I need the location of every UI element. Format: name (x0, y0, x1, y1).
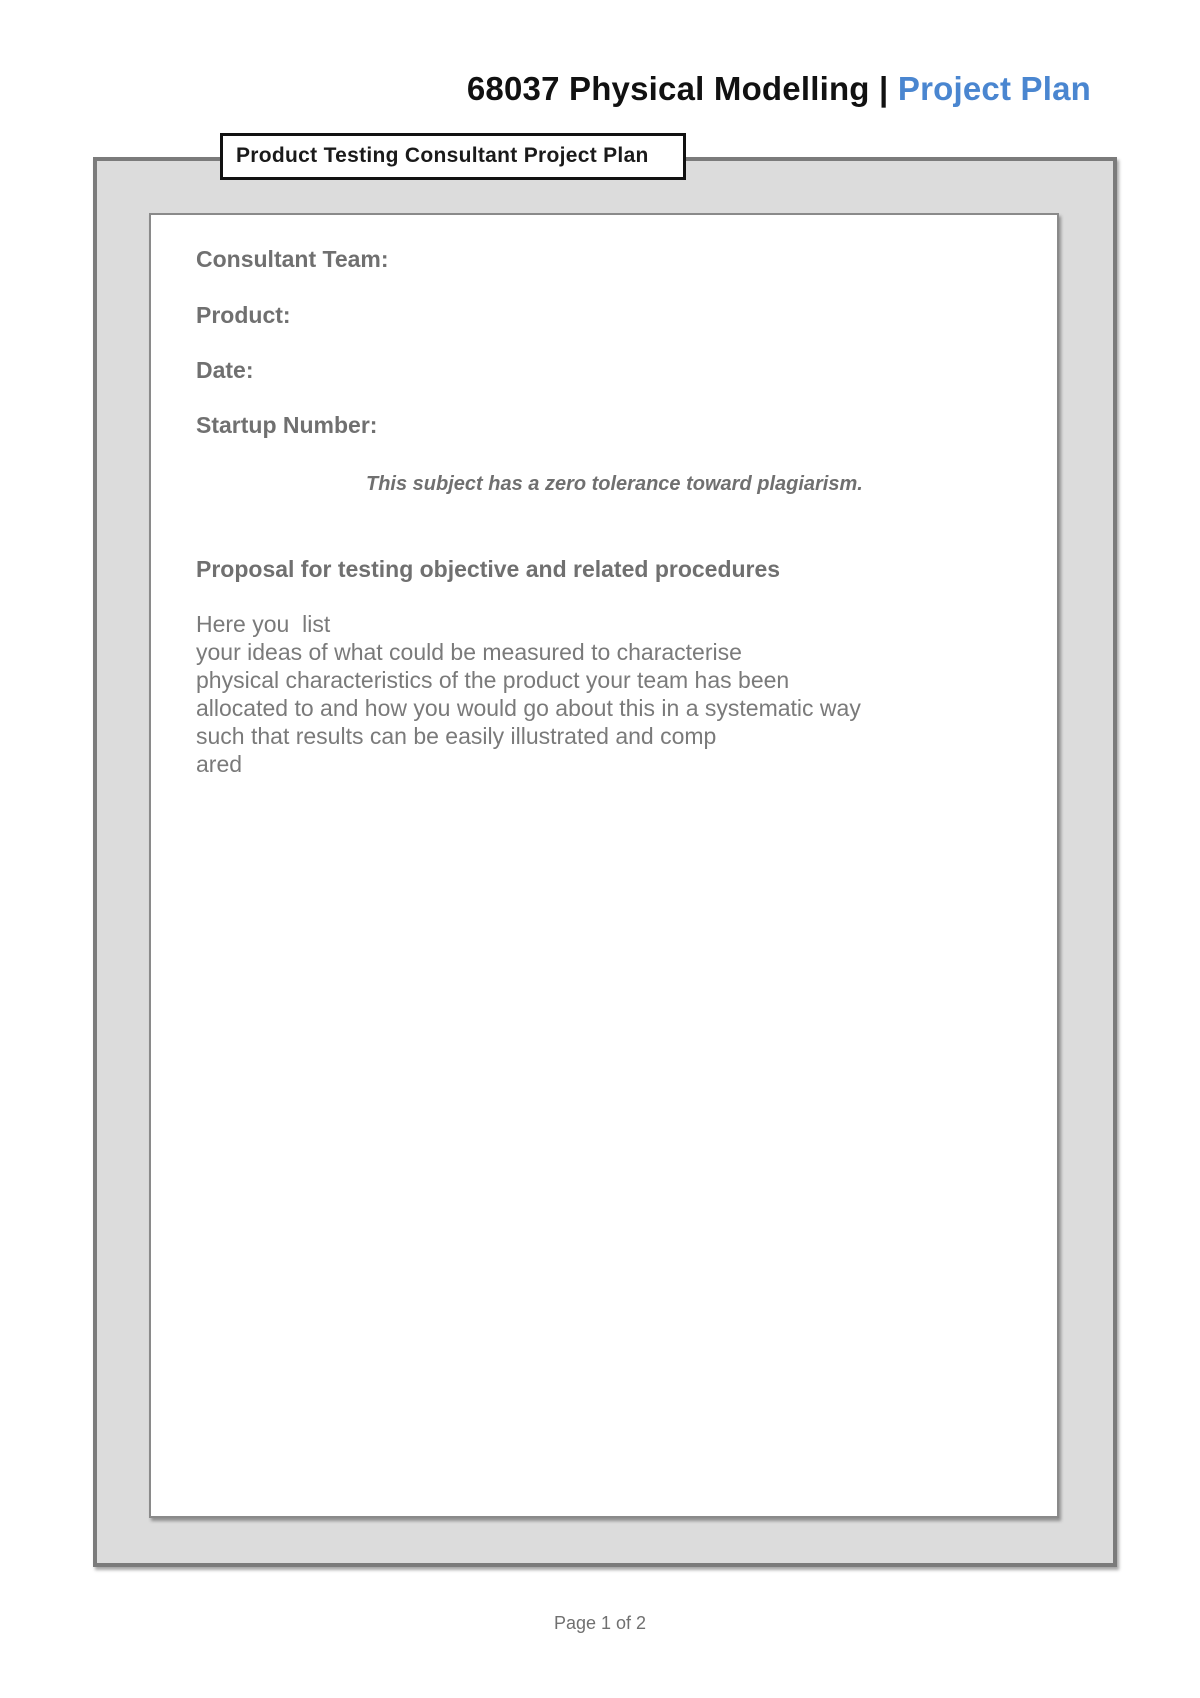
proposal-line: ared (196, 751, 243, 777)
course-title: 68037 Physical Modelling (466, 70, 870, 107)
product-label: Product: (196, 302, 291, 328)
document-header (467, 70, 1091, 108)
consultant-team-label: Consultant Team: (196, 246, 389, 272)
proposal-line: such that results can be easily illustrated and comp (196, 723, 717, 749)
date-label: Date: (196, 357, 254, 383)
plagiarism-notice: This subject has a zero tolerance toward plagiarism. (366, 473, 863, 495)
proposal-body (196, 610, 861, 778)
section-title: Project Plan (897, 70, 1091, 107)
proposal-line: Here you list (196, 611, 331, 637)
proposal-line: physical characteristics of the product your team has been (196, 667, 790, 693)
proposal-heading: Proposal for testing objective and related procedures (196, 556, 781, 582)
startup-number-label: Startup Number: (196, 412, 378, 438)
header-separator: | (879, 70, 889, 107)
content-sheet (149, 213, 1059, 1518)
proposal-line: allocated to and how you would go about this in a systematic way (196, 695, 861, 721)
proposal-line: your ideas of what could be measured to characterise (196, 639, 742, 665)
frame-title-tab: Product Testing Consultant Project Plan (220, 133, 686, 180)
page-number: Page 1 of 2 (553, 1613, 647, 1633)
